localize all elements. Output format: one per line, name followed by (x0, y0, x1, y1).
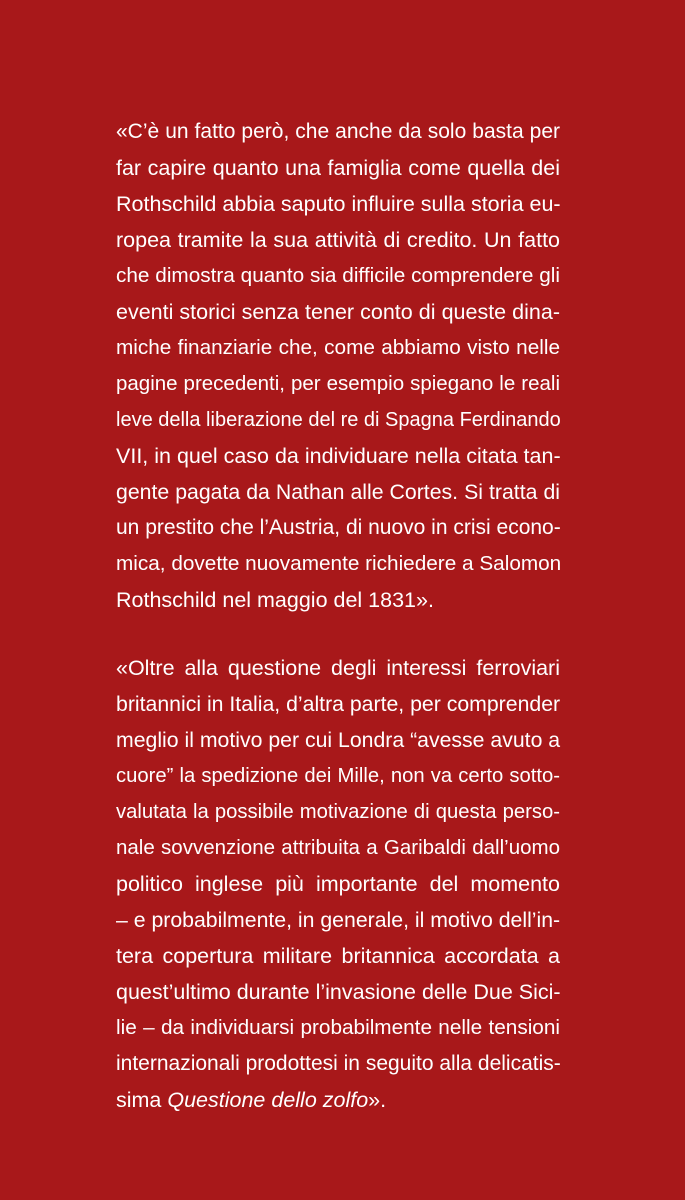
text-line: ropea tramite la sua attività di credito. Un fatto (116, 228, 560, 252)
text-line: che dimostra quanto sia difficile comprendere gli (116, 264, 560, 287)
text-line: quest’ultimo durante l’invasione delle Due Sici- (116, 980, 561, 1004)
text-line: internazionali prodottesi in seguito alla delicatis- (116, 1052, 561, 1075)
text-line: politico inglese più importante del momento (116, 872, 560, 896)
text-line: – e probabilmente, in generale, il motivo dell’in- (116, 908, 561, 932)
text-line: VII, in quel caso da individuare nella citata tan- (116, 444, 561, 468)
text-line: pagine precedenti, per esempio spiegano le reali (116, 372, 560, 395)
text-line: britannici in Italia, d’altra parte, per comprender (116, 692, 561, 716)
italic-title: Questione dello zolfo (167, 1088, 369, 1112)
text-line: lie – da individuarsi probabilmente nelle tensioni (116, 1016, 560, 1039)
text-line: tera copertura militare britannica accordata a (116, 944, 560, 968)
text-line: Rothschild nel maggio del 1831». (116, 588, 434, 612)
text-line: far capire quanto una famiglia come quella dei (116, 156, 560, 180)
text-line: gente pagata da Nathan alle Cortes. Si tratta di (116, 480, 560, 504)
text-line: nale sovvenzione attribuita a Garibaldi dall’uomo (116, 836, 560, 859)
text-line: miche finanziarie che, come abbiamo visto nelle (116, 336, 560, 359)
text-line: eventi storici senza tener conto di queste dina- (116, 300, 560, 324)
text-line: un prestito che l’Austria, di nuovo in crisi econo- (116, 516, 561, 539)
text-line: leve della liberazione del re di Spagna Ferdinando (116, 409, 561, 431)
text-fragment: sima (116, 1088, 168, 1112)
text-line-final (116, 1082, 560, 1118)
text-line: Rothschild abbia saputo influire sulla storia eu- (116, 192, 561, 216)
text-line: mica, dovette nuovamente richiedere a Salomon (116, 552, 562, 575)
text-line: meglio il motivo per cui Londra “avesse avuto a (116, 728, 561, 752)
text-line: valutata la possibile motivazione di questa perso- (116, 801, 560, 823)
text-line: cuore” la spedizione dei Mille, non va certo sotto- (116, 765, 560, 787)
text-line: «C’è un fatto però, che anche da solo basta per (116, 120, 560, 143)
text-fragment: ». (368, 1088, 387, 1112)
text-line: «Oltre alla questione degli interessi ferroviari (116, 656, 560, 680)
